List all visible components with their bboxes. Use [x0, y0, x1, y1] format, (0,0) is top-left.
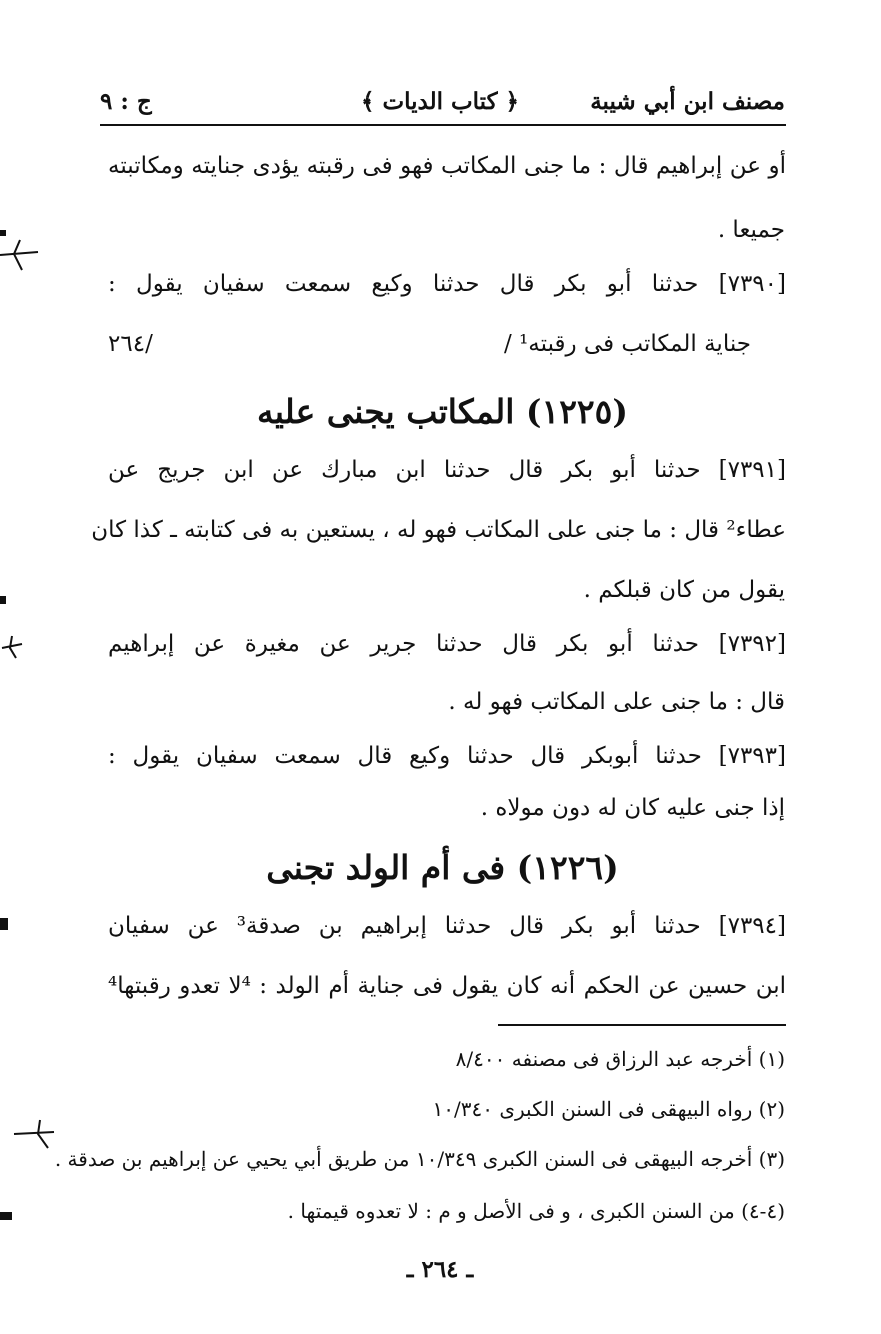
section-heading: (١٢٢٦) فى أم الولد تجنى: [266, 848, 619, 887]
binding-mark-icon: [14, 1116, 62, 1152]
binding-mark-icon: [0, 1212, 14, 1224]
header-book-title: مصنف ابن أبي شيبة: [590, 88, 785, 115]
text-line: إذا جنى عليه كان له دون مولاه .: [480, 795, 785, 821]
hadith-7393: [٧٣٩٣] حدثنا أبوبكر قال حدثنا وكيع قال سمعت سفيان يقول :: [108, 743, 786, 769]
hadith-7390: [٧٣٩٠] حدثنا أبو بكر قال حدثنا وكيع سمعت سفيان يقول :: [108, 271, 786, 297]
text-line: عطاء² قال : ما جنى على المكاتب فهو له ، يستعين به فى كتابته ـ كذا كان: [91, 517, 786, 543]
binding-mark-icon: [0, 230, 40, 280]
footnote-4: (٤-٤) من السنن الكبرى ، و فى الأصل و م : لا تعدوه قيمتها .: [287, 1199, 785, 1223]
footnote-1: (١) أخرجه عبد الرزاق فى مصنفه ٨/٤٠٠: [455, 1047, 785, 1071]
text-line: جميعا .: [717, 217, 785, 243]
header-chapter-title: ﴿ كتاب الديات ﴾: [360, 88, 520, 115]
hadith-7392: [٧٣٩٢] حدثنا أبو بكر قال حدثنا جرير عن مغيرة عن إبراهيم: [108, 631, 786, 657]
footnote-3: (٣) أخرجه البيهقى فى السنن الكبرى ١٠/٣٤٩ من طريق أبي يحيي عن إبراهيم بن صدقة .: [54, 1147, 785, 1171]
page-number: ـ ٢٦٤ ـ: [406, 1256, 474, 1283]
binding-mark-icon: [0, 918, 12, 932]
text-line: يقول من كان قبلكم .: [583, 577, 785, 603]
header-volume: ج : ٩: [100, 88, 152, 115]
hadith-7391: [٧٣٩١] حدثنا أبو بكر قال حدثنا ابن مبارك عن ابن جريج عن: [108, 457, 786, 483]
footnote-rule: [498, 1024, 786, 1026]
hadith-7394: [٧٣٩٤] حدثنا أبو بكر قال حدثنا إبراهيم بن صدقة³ عن سفيان: [108, 913, 786, 939]
text-line: ابن حسين عن الحكم أنه كان يقول فى جناية أم الولد : ⁴لا تعدو رقبتها⁴: [108, 973, 786, 999]
section-heading: (١٢٢٥) المكاتب يجنى عليه: [257, 392, 628, 431]
text-line: جناية المكاتب فى رقبته¹ /: [504, 331, 751, 357]
footnote-2: (٢) رواه البيهقى فى السنن الكبرى ١٠/٣٤٠: [432, 1097, 785, 1121]
text-line: قال : ما جنى على المكاتب فهو له .: [448, 689, 785, 715]
binding-mark-icon: [0, 596, 30, 666]
text-line: أو عن إبراهيم قال : ما جنى المكاتب فهو فى رقبته يؤدى جنايته ومكاتبته: [108, 153, 786, 179]
header-rule: [100, 124, 786, 126]
margin-page-marker: ٢٦٤/: [108, 331, 153, 357]
